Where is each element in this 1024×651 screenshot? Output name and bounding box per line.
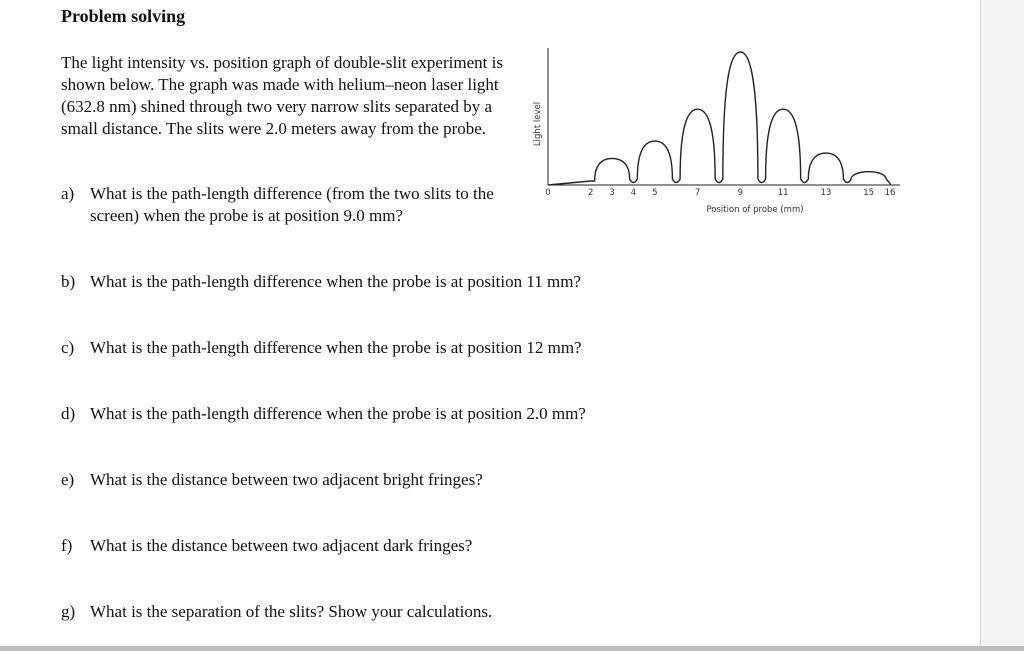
question-text: What is the distance between two adjacent dark fringes? xyxy=(90,536,473,555)
y-axis-label: Light level xyxy=(533,101,543,147)
intensity-curve xyxy=(548,52,890,185)
x-tick-label: 16 xyxy=(884,188,896,198)
question-g xyxy=(61,601,492,623)
question-e xyxy=(61,469,483,491)
window-bottom-scrollbar xyxy=(0,646,1024,651)
x-tick-label: 11 xyxy=(777,188,789,198)
x-tick-label: 9 xyxy=(737,188,744,198)
question-text: What is the path-length difference (from the two slits to the screen) when the probe is at position 9.0 mm? xyxy=(90,184,494,225)
page-title: Problem solving xyxy=(61,6,186,26)
question-a xyxy=(61,183,510,227)
x-tick-label: 4 xyxy=(630,188,637,198)
question-letter: a) xyxy=(61,184,75,203)
x-tick-label: 0 xyxy=(545,188,551,198)
x-tick-label: 5 xyxy=(652,188,658,198)
question-letter: f) xyxy=(61,536,73,555)
question-text: What is the separation of the slits? Show your calculations. xyxy=(90,602,493,621)
question-letter: c) xyxy=(61,338,75,357)
question-letter: d) xyxy=(61,404,76,423)
question-text: What is the path-length difference when the probe is at position 11 mm? xyxy=(90,272,581,291)
question-letter: e) xyxy=(61,470,75,489)
x-tick-label: 2 xyxy=(588,188,594,198)
x-tick-label: 13 xyxy=(820,188,832,198)
question-f xyxy=(61,535,472,557)
question-c xyxy=(61,337,582,359)
question-text: What is the path-length difference when the probe is at position 12 mm? xyxy=(90,338,582,357)
question-text: What is the path-length difference when the probe is at position 2.0 mm? xyxy=(90,404,586,423)
question-letter: g) xyxy=(61,602,76,621)
question-b xyxy=(61,271,581,293)
intro-paragraph: The light intensity vs. position graph of double-slit experiment is shown below. The graph was made with helium–neon laser light (632.8 nm) shined through two very narrow slits separated by a small distance. The slits were 2.0 meters away from the probe. xyxy=(61,53,503,138)
intensity-graph xyxy=(528,40,908,220)
x-tick-label: 3 xyxy=(609,188,615,198)
x-tick-label: 15 xyxy=(863,188,875,198)
x-tick-label: 7 xyxy=(694,188,701,198)
x-tick-labels xyxy=(545,188,895,198)
question-text: What is the distance between two adjacent bright fringes? xyxy=(90,470,483,489)
window-side-margin xyxy=(981,0,1024,651)
question-d xyxy=(61,403,586,425)
question-letter: b) xyxy=(61,272,76,291)
x-axis-label: Position of probe (mm) xyxy=(706,205,804,215)
